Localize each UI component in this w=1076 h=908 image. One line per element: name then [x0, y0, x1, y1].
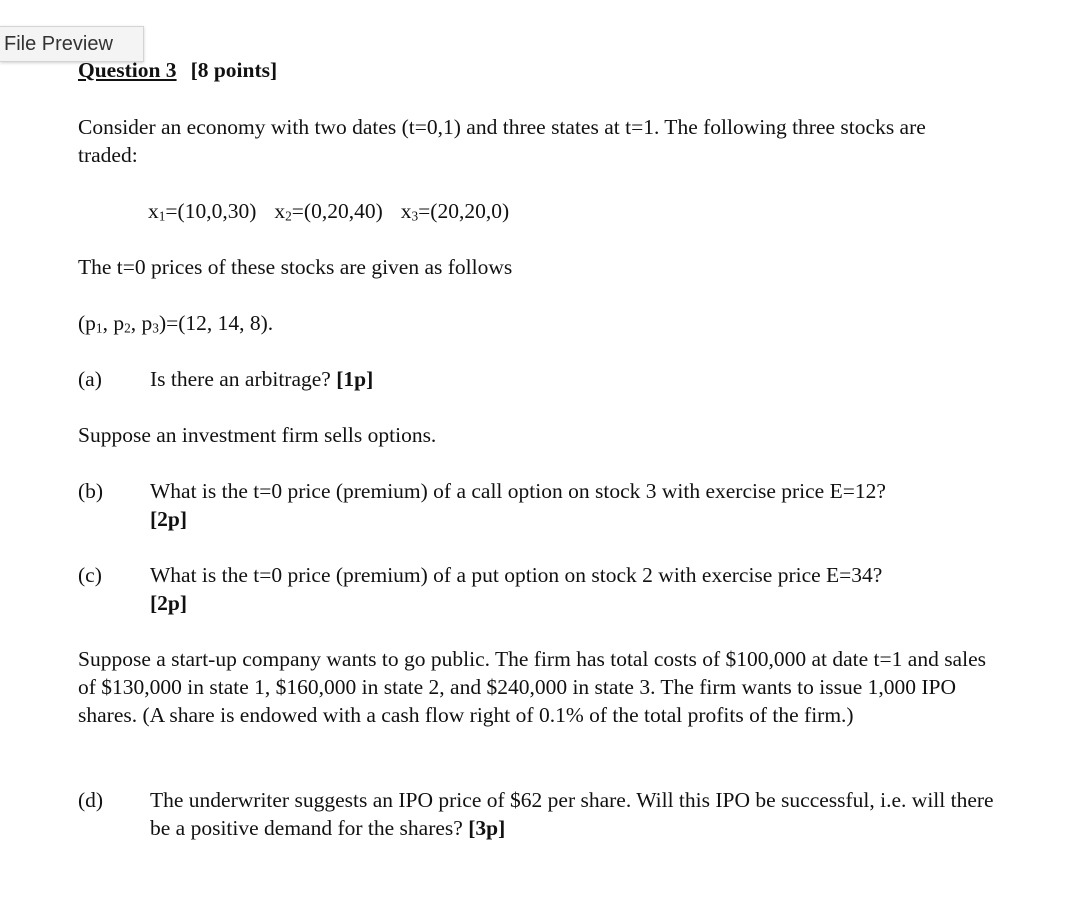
part-a-label: (a): [78, 367, 102, 391]
part-c-question: What is the t=0 price (premium) of a put option on stock 2 with exercise price E=34? [2p]: [150, 563, 883, 615]
payoff-x1: x1=(10,0,30): [148, 199, 257, 224]
part-d-question: The underwriter suggests an IPO price of $62 per share. Will this IPO be successful, i.e. will there be a positive demand for the shares? [3p]: [150, 788, 994, 840]
part-c-label: (c): [78, 563, 102, 587]
part-d-label: (d): [78, 788, 104, 812]
payoff-x2: x2=(0,20,40): [274, 199, 383, 224]
part-b-question: What is the t=0 price (premium) of a call option on stock 3 with exercise price E=12? [2p]: [150, 479, 886, 531]
prices-intro: The t=0 prices of these stocks are given as follows: [78, 255, 513, 279]
question-points: [8 points]: [190, 58, 278, 82]
part-a-question: Is there an arbitrage? [1p]: [150, 367, 374, 391]
file-preview-label: File Preview: [4, 32, 113, 55]
part-b-label: (b): [78, 479, 104, 503]
ipo-paragraph: Suppose a start-up company wants to go public. The firm has total costs of $100,000 at date t=1 and sales of $130,000 in state 1, $160,000 in state 2, and $240,000 in state 3. The firm wants to issue 1,000 IPO shares. (A share is endowed with a cash flow right of 0.1% of the total profits of the firm.): [78, 647, 986, 727]
question-title: Question 3: [78, 58, 177, 82]
intro-paragraph: Consider an economy with two dates (t=0,1) and three states at t=1. The following three stocks are traded:: [78, 115, 926, 167]
payoff-x3: x3=(20,20,0): [400, 199, 510, 224]
options-intro: Suppose an investment firm sells options.: [78, 423, 437, 447]
payoff-vectors: [148, 197, 509, 230]
prices-vector: (p1, p2, p3)=(12, 14, 8).: [78, 311, 274, 336]
question-heading: [78, 56, 277, 84]
